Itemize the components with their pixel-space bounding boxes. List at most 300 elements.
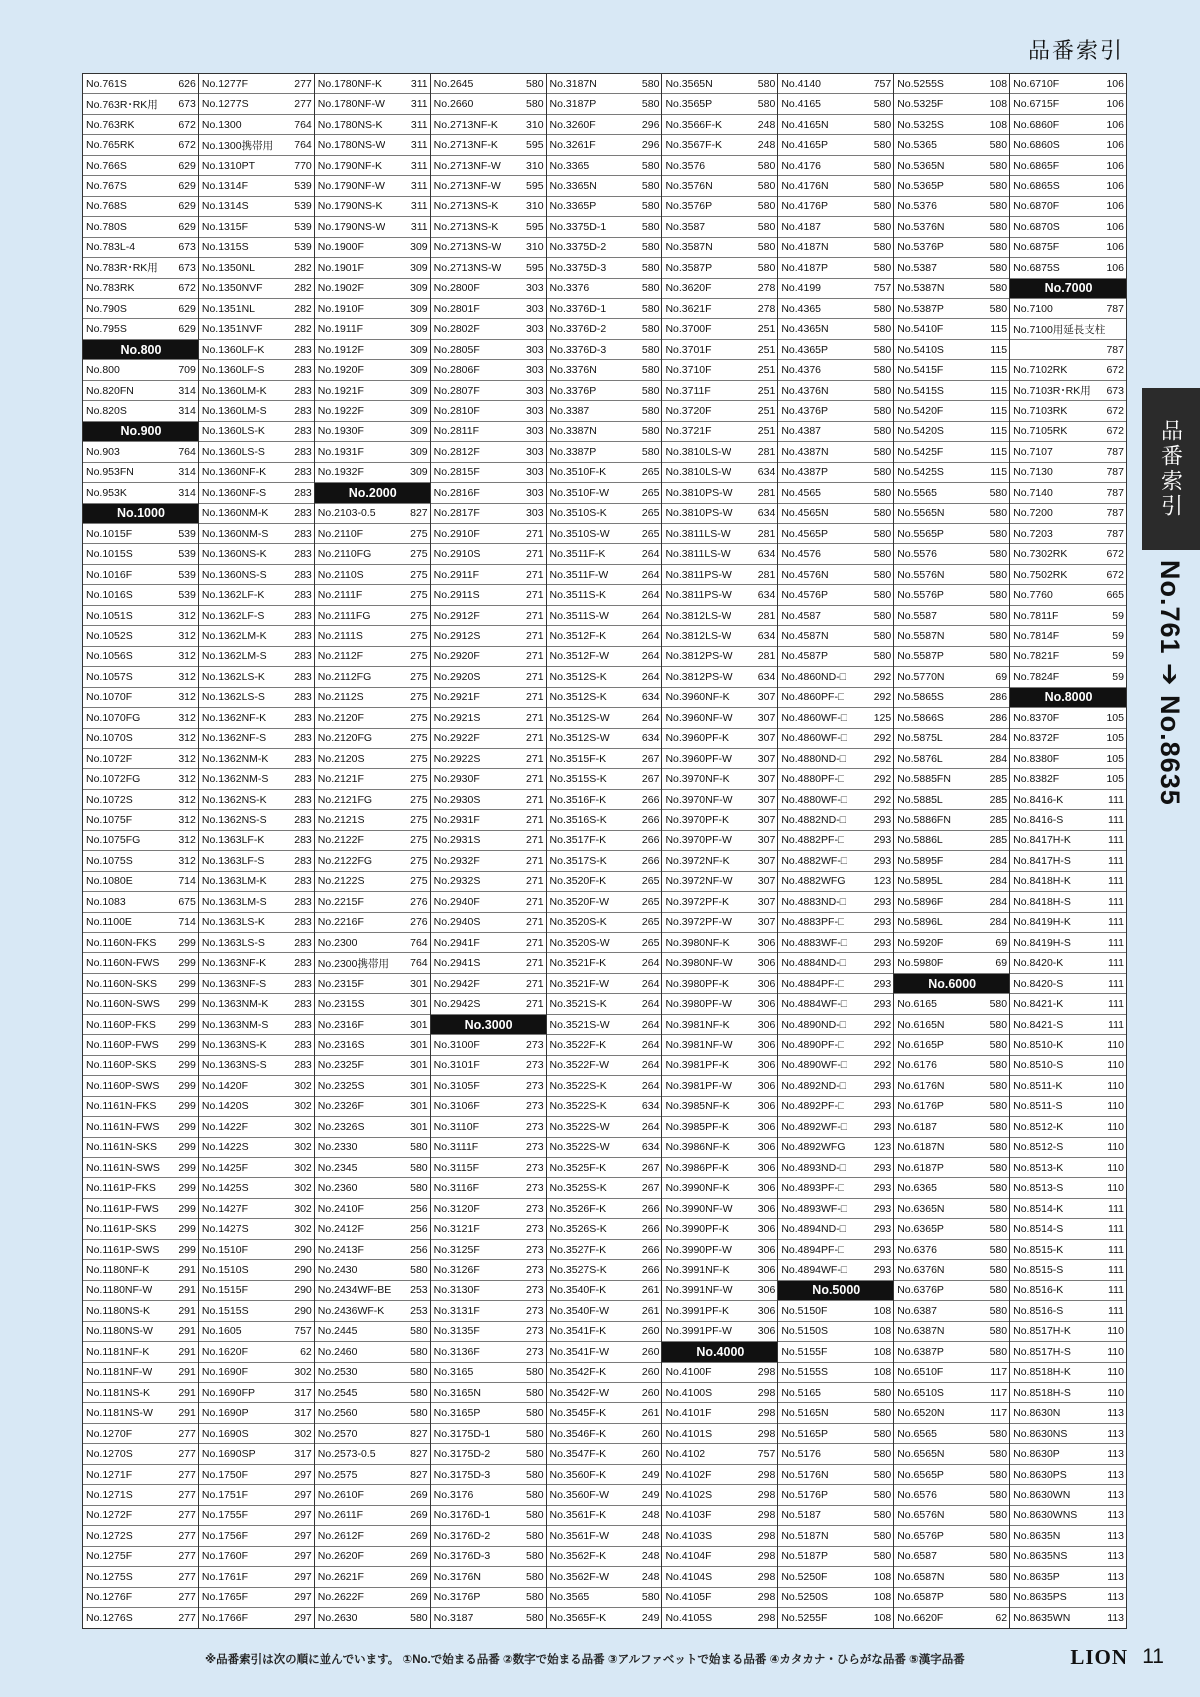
part-number: No.1360LM-S xyxy=(201,404,267,417)
part-number: No.3376P xyxy=(549,384,597,397)
part-number: No.3512S-W xyxy=(549,711,610,724)
page-ref: 113 xyxy=(1107,1488,1124,1501)
page-ref: 297 xyxy=(294,1570,312,1583)
part-number: No.6165N xyxy=(897,1018,945,1031)
index-row xyxy=(662,749,777,769)
part-number: No.3587N xyxy=(665,241,713,254)
index-row xyxy=(315,1097,430,1117)
index-row xyxy=(547,1260,662,1280)
page-ref: 251 xyxy=(757,404,776,417)
page-ref: 283 xyxy=(294,527,312,540)
page-ref: 306 xyxy=(757,1304,776,1317)
part-number: No.4387N xyxy=(781,445,829,458)
page-ref: 580 xyxy=(989,1243,1008,1256)
index-row xyxy=(894,524,1009,544)
part-number: No.4890PF-□ xyxy=(781,1039,845,1052)
page-ref: 117 xyxy=(990,1386,1008,1399)
page-ref: 293 xyxy=(873,977,892,990)
part-number: No.2445 xyxy=(317,1325,358,1338)
part-number: No.3517S-K xyxy=(549,854,607,867)
page-ref: 105 xyxy=(1106,732,1124,745)
part-number: No.3517F-K xyxy=(549,834,607,847)
part-number: No.6365P xyxy=(897,1223,944,1236)
page-ref: 580 xyxy=(989,220,1008,233)
page-ref: 293 xyxy=(873,1182,892,1195)
part-number: No.2816F xyxy=(433,486,480,499)
page-ref: 271 xyxy=(526,936,544,949)
part-number: No.5885L xyxy=(897,793,943,806)
part-number: No.4884WF-□ xyxy=(781,998,848,1011)
index-side-tab[interactable] xyxy=(1142,388,1200,550)
index-row xyxy=(662,708,777,728)
page-ref: 271 xyxy=(526,527,544,540)
page-ref: 260 xyxy=(641,1427,660,1440)
index-row xyxy=(778,319,893,339)
index-row xyxy=(662,1097,777,1117)
part-number: No.4176P xyxy=(781,200,829,213)
part-number: No.3510F-W xyxy=(549,486,610,499)
part-number: No.1181NF-W xyxy=(86,1366,153,1379)
index-row xyxy=(547,1219,662,1239)
index-row xyxy=(83,1076,198,1096)
part-number: No.780S xyxy=(86,220,127,233)
index-row xyxy=(1010,749,1126,769)
index-row xyxy=(199,606,314,626)
part-number: No.6365N xyxy=(897,1202,945,1215)
index-row xyxy=(1010,340,1126,360)
index-row xyxy=(431,769,546,789)
index-row xyxy=(199,1301,314,1321)
page-ref: 580 xyxy=(526,1570,544,1583)
part-number: No.8420-K xyxy=(1013,957,1064,970)
page-ref: 277 xyxy=(178,1570,196,1583)
page-ref: 111 xyxy=(1108,814,1124,827)
page-ref: 539 xyxy=(178,527,196,540)
part-number: No.3515S-K xyxy=(549,773,607,786)
part-number: No.1072S xyxy=(86,793,133,806)
page-ref: 271 xyxy=(526,691,544,704)
page-ref: 106 xyxy=(1106,118,1124,131)
part-number: No.5255F xyxy=(781,1611,828,1624)
index-row xyxy=(431,156,546,176)
page-ref: 311 xyxy=(410,118,428,131)
page-ref: 265 xyxy=(641,527,660,540)
part-number: No.1756F xyxy=(201,1529,248,1542)
page-ref: 302 xyxy=(294,1120,312,1133)
index-row xyxy=(662,667,777,687)
page-ref: 115 xyxy=(990,404,1008,417)
page-ref: 580 xyxy=(873,364,892,377)
page-ref: 297 xyxy=(294,1529,312,1542)
index-row xyxy=(662,504,777,524)
page-ref: 580 xyxy=(757,159,776,172)
part-number: No.4890ND-□ xyxy=(781,1018,847,1031)
page-ref: 271 xyxy=(526,752,544,765)
part-number: No.8416-S xyxy=(1013,814,1064,827)
page-ref: 264 xyxy=(641,1018,660,1031)
index-row xyxy=(83,872,198,892)
page-ref: 110 xyxy=(1107,1325,1124,1338)
page-ref: 293 xyxy=(873,1161,892,1174)
page-ref: 108 xyxy=(873,1325,892,1338)
index-row xyxy=(83,1097,198,1117)
page-ref: 580 xyxy=(989,1448,1008,1461)
page-ref: 757 xyxy=(294,1325,312,1338)
part-number: No.3511S-W xyxy=(549,609,609,622)
index-row xyxy=(315,1567,430,1587)
page-ref: 580 xyxy=(873,1509,892,1522)
index-row xyxy=(547,401,662,421)
part-number: No.2713NS-K xyxy=(433,220,499,233)
part-number: No.1276F xyxy=(86,1591,133,1604)
page-ref: 629 xyxy=(178,220,196,233)
part-number: No.6165P xyxy=(897,1039,944,1052)
page-ref: 580 xyxy=(410,1386,428,1399)
page-ref: 580 xyxy=(526,1427,544,1440)
page-ref: 291 xyxy=(178,1304,196,1317)
part-number: No.2121S xyxy=(317,814,365,827)
page-ref: 110 xyxy=(1107,1366,1124,1379)
page-ref: 580 xyxy=(989,1100,1008,1113)
index-row xyxy=(1010,115,1126,135)
part-number: No.5150F xyxy=(781,1304,828,1317)
page-ref: 297 xyxy=(294,1550,312,1563)
index-row xyxy=(83,1322,198,1342)
page-ref: 539 xyxy=(178,568,196,581)
index-row xyxy=(894,1608,1009,1627)
index-row xyxy=(431,381,546,401)
index-row xyxy=(778,626,893,646)
part-number: No.2120F xyxy=(317,711,364,724)
index-row xyxy=(83,1260,198,1280)
part-number: No.1314S xyxy=(201,200,249,213)
part-number: No.2436WF-K xyxy=(317,1304,385,1317)
part-number: No.2922F xyxy=(433,732,480,745)
index-row xyxy=(1010,401,1126,421)
index-row xyxy=(315,974,430,994)
part-number: No.3136F xyxy=(433,1345,480,1358)
index-row xyxy=(547,913,662,933)
page-ref: 291 xyxy=(178,1284,196,1297)
page-ref: 115 xyxy=(990,343,1008,356)
page-ref: 317 xyxy=(294,1448,312,1461)
section-header xyxy=(1010,279,1126,299)
index-row xyxy=(894,1097,1009,1117)
index-row xyxy=(431,626,546,646)
page-ref: 629 xyxy=(178,302,196,315)
page-ref: 580 xyxy=(757,261,776,274)
index-row xyxy=(894,994,1009,1014)
part-number: No.4387P xyxy=(781,466,829,479)
index-row xyxy=(315,1015,430,1035)
page-ref: 125 xyxy=(873,711,892,724)
index-row xyxy=(1010,1158,1126,1178)
page-ref: 275 xyxy=(410,527,428,540)
index-row xyxy=(1010,1465,1126,1485)
index-row xyxy=(431,565,546,585)
page-ref: 299 xyxy=(178,1079,196,1092)
part-number: No.3810PS-W xyxy=(665,507,733,520)
index-row xyxy=(1010,74,1126,94)
index-row xyxy=(778,1403,893,1423)
part-number: No.1360NS-K xyxy=(201,548,267,561)
page-ref: 302 xyxy=(294,1223,312,1236)
part-number: No.5325S xyxy=(897,118,944,131)
part-number: No.3560F-W xyxy=(549,1488,610,1501)
part-number: No.1363LM-K xyxy=(201,875,267,888)
page-ref: 309 xyxy=(410,343,428,356)
index-row xyxy=(315,1076,430,1096)
page-ref: 580 xyxy=(641,220,660,233)
index-row xyxy=(547,1567,662,1587)
part-number: No.4165N xyxy=(781,118,829,131)
part-number: No.2940S xyxy=(433,916,481,929)
index-row xyxy=(1010,1199,1126,1219)
index-row xyxy=(547,1097,662,1117)
page-ref: 303 xyxy=(526,364,544,377)
part-number: No.3991PF-W xyxy=(665,1325,732,1338)
page-ref: 271 xyxy=(526,916,544,929)
part-number: No.6387N xyxy=(897,1325,945,1338)
page-ref: 108 xyxy=(873,1345,892,1358)
index-row xyxy=(199,279,314,299)
page-ref: 283 xyxy=(294,814,312,827)
index-row xyxy=(1010,667,1126,687)
page-ref: 273 xyxy=(526,1264,544,1276)
page-ref: 580 xyxy=(757,98,776,111)
part-number: No.2930S xyxy=(433,793,481,806)
index-row xyxy=(199,1403,314,1423)
page-ref: 293 xyxy=(873,1202,892,1215)
page-ref: 260 xyxy=(641,1448,660,1461)
part-number: No.7302RK xyxy=(1013,548,1068,561)
index-row xyxy=(662,810,777,830)
index-row xyxy=(199,1485,314,1505)
page-ref: 283 xyxy=(294,752,312,765)
part-number: No.3375D-3 xyxy=(549,261,607,274)
page-ref: 264 xyxy=(641,711,660,724)
index-row xyxy=(547,1424,662,1444)
index-row xyxy=(431,933,546,953)
part-number: No.4101F xyxy=(665,1407,712,1420)
page-ref: 291 xyxy=(178,1366,196,1379)
page-ref: 595 xyxy=(526,179,544,192)
section-header xyxy=(894,974,1009,994)
index-row xyxy=(315,831,430,851)
part-number: No.800 xyxy=(86,364,120,377)
part-number: No.3115F xyxy=(433,1161,479,1174)
index-row xyxy=(431,217,546,237)
page-ref: 580 xyxy=(757,200,776,213)
index-row xyxy=(199,810,314,830)
part-number: No.6875F xyxy=(1013,241,1060,254)
page-ref: 580 xyxy=(989,548,1008,561)
page-ref: 292 xyxy=(873,691,892,704)
index-row xyxy=(778,1199,893,1219)
page-ref: 251 xyxy=(757,384,776,397)
index-row xyxy=(1010,1444,1126,1464)
index-row xyxy=(662,769,777,789)
part-number: No.2122S xyxy=(317,875,365,888)
page-ref: 310 xyxy=(526,118,544,131)
page-ref: 248 xyxy=(757,139,776,152)
page-ref: 115 xyxy=(990,384,1008,397)
part-number: No.2120FG xyxy=(317,732,373,745)
part-number: No.1272S xyxy=(86,1529,133,1542)
part-number: No.3587 xyxy=(665,220,706,233)
part-number: No.8511-K xyxy=(1013,1079,1063,1092)
page-ref: 283 xyxy=(294,445,312,458)
page-ref: 634 xyxy=(641,1100,660,1113)
part-number: No.761S xyxy=(86,77,127,90)
index-row xyxy=(431,647,546,667)
page-ref: 303 xyxy=(526,323,544,336)
index-row xyxy=(778,851,893,871)
index-row xyxy=(83,279,198,299)
part-number: No.3986NF-K xyxy=(665,1141,730,1154)
page-ref: 580 xyxy=(526,1407,544,1420)
index-row xyxy=(778,504,893,524)
page-ref: 283 xyxy=(294,486,312,499)
page-ref: 298 xyxy=(757,1427,776,1440)
page-ref: 271 xyxy=(526,814,544,827)
part-number: No.5176N xyxy=(781,1468,829,1481)
index-row xyxy=(547,176,662,196)
section-header xyxy=(778,1281,893,1301)
index-row xyxy=(1010,606,1126,626)
index-row xyxy=(662,1322,777,1342)
index-row xyxy=(431,1363,546,1383)
index-row xyxy=(894,463,1009,483)
page-ref: 580 xyxy=(526,1550,544,1563)
page-ref: 264 xyxy=(641,548,660,561)
index-row xyxy=(1010,1424,1126,1444)
index-row xyxy=(894,872,1009,892)
part-number: No.8635NS xyxy=(1013,1550,1068,1563)
part-number: No.1181NS-W xyxy=(86,1407,153,1420)
index-row xyxy=(83,1178,198,1198)
part-number: No.5387N xyxy=(897,282,945,295)
index-row xyxy=(315,360,430,380)
part-number: No.8516-S xyxy=(1013,1304,1064,1317)
part-number: No.8630N xyxy=(1013,1407,1061,1420)
index-row xyxy=(894,156,1009,176)
part-number: No.1056S xyxy=(86,650,133,663)
index-row xyxy=(199,1178,314,1198)
part-number: No.3970NF-K xyxy=(665,773,730,786)
page-ref: 580 xyxy=(989,1591,1008,1604)
page-ref: 580 xyxy=(873,404,892,417)
part-number: No.1300 xyxy=(201,118,242,131)
page-ref: 580 xyxy=(526,1611,544,1624)
index-row xyxy=(1010,176,1126,196)
index-row xyxy=(1010,381,1126,401)
page-ref: 827 xyxy=(410,1448,428,1461)
page-ref: 271 xyxy=(526,793,544,806)
part-number: No.1275S xyxy=(86,1570,133,1583)
part-number: No.1930F xyxy=(317,425,364,438)
page-ref: 271 xyxy=(526,589,544,602)
page-ref: 634 xyxy=(757,466,776,479)
part-number: No.8370F xyxy=(1013,711,1060,724)
index-row xyxy=(83,851,198,871)
page-ref: 113 xyxy=(1107,1550,1124,1563)
part-number: No.2300携帯用 xyxy=(317,957,389,970)
part-number: No.3990PF-K xyxy=(665,1223,730,1236)
part-number: No.3985PF-K xyxy=(665,1120,730,1133)
part-number: No.5376P xyxy=(897,241,944,254)
page-ref: 293 xyxy=(873,1264,892,1276)
page-ref: 580 xyxy=(989,302,1008,315)
index-row xyxy=(199,381,314,401)
part-number: No.6710F xyxy=(1013,77,1060,90)
index-row xyxy=(1010,872,1126,892)
index-row xyxy=(315,115,430,135)
page-ref: 281 xyxy=(757,527,776,540)
part-number: No.6510F xyxy=(897,1366,944,1379)
page-ref: 580 xyxy=(989,486,1008,499)
index-row xyxy=(1010,524,1126,544)
page-ref: 111 xyxy=(1108,834,1124,847)
index-row xyxy=(547,1178,662,1198)
index-row xyxy=(83,94,198,114)
index-row xyxy=(662,299,777,319)
part-number: No.8419H-S xyxy=(1013,936,1071,949)
page-ref: 106 xyxy=(1106,98,1124,111)
page-ref: 306 xyxy=(757,1223,776,1236)
index-row xyxy=(778,1117,893,1137)
page-ref: 309 xyxy=(410,404,428,417)
index-row xyxy=(199,1547,314,1567)
index-row xyxy=(1010,810,1126,830)
page-ref: 293 xyxy=(873,834,892,847)
page-ref: 248 xyxy=(641,1529,660,1542)
page-ref: 672 xyxy=(1106,425,1124,438)
part-number: No.7102RK xyxy=(1013,364,1068,377)
page-ref: 298 xyxy=(757,1550,776,1563)
part-number: No.1310PT xyxy=(201,159,255,172)
index-row xyxy=(83,647,198,667)
index-row xyxy=(83,688,198,708)
part-number: No.3176D-2 xyxy=(433,1529,491,1542)
index-row xyxy=(1010,585,1126,605)
page-ref: 306 xyxy=(757,1120,776,1133)
part-number: No.3187P xyxy=(549,98,597,111)
index-row xyxy=(778,1056,893,1076)
part-number: No.8420-S xyxy=(1013,977,1064,990)
page-ref: 281 xyxy=(757,650,776,663)
index-row xyxy=(315,74,430,94)
page-ref: 301 xyxy=(410,977,428,990)
part-number: No.1690P xyxy=(201,1407,249,1420)
page-ref: 111 xyxy=(1108,793,1124,806)
part-number: No.3376D-1 xyxy=(549,302,607,315)
part-number: No.3970PF-K xyxy=(665,814,730,827)
part-number: No.6870F xyxy=(1013,200,1060,213)
part-number: No.3521F-K xyxy=(549,957,607,970)
part-number: No.6870S xyxy=(1013,220,1060,233)
index-row xyxy=(431,340,546,360)
part-number: No.1420S xyxy=(201,1100,249,1113)
index-row xyxy=(662,1138,777,1158)
part-number: No.8511-S xyxy=(1013,1100,1063,1113)
page-ref: 580 xyxy=(873,609,892,622)
page-ref: 269 xyxy=(410,1550,428,1563)
page-ref: 301 xyxy=(410,1059,428,1072)
index-row xyxy=(315,1138,430,1158)
page-ref: 283 xyxy=(294,895,312,908)
part-number: No.5565N xyxy=(897,507,945,520)
